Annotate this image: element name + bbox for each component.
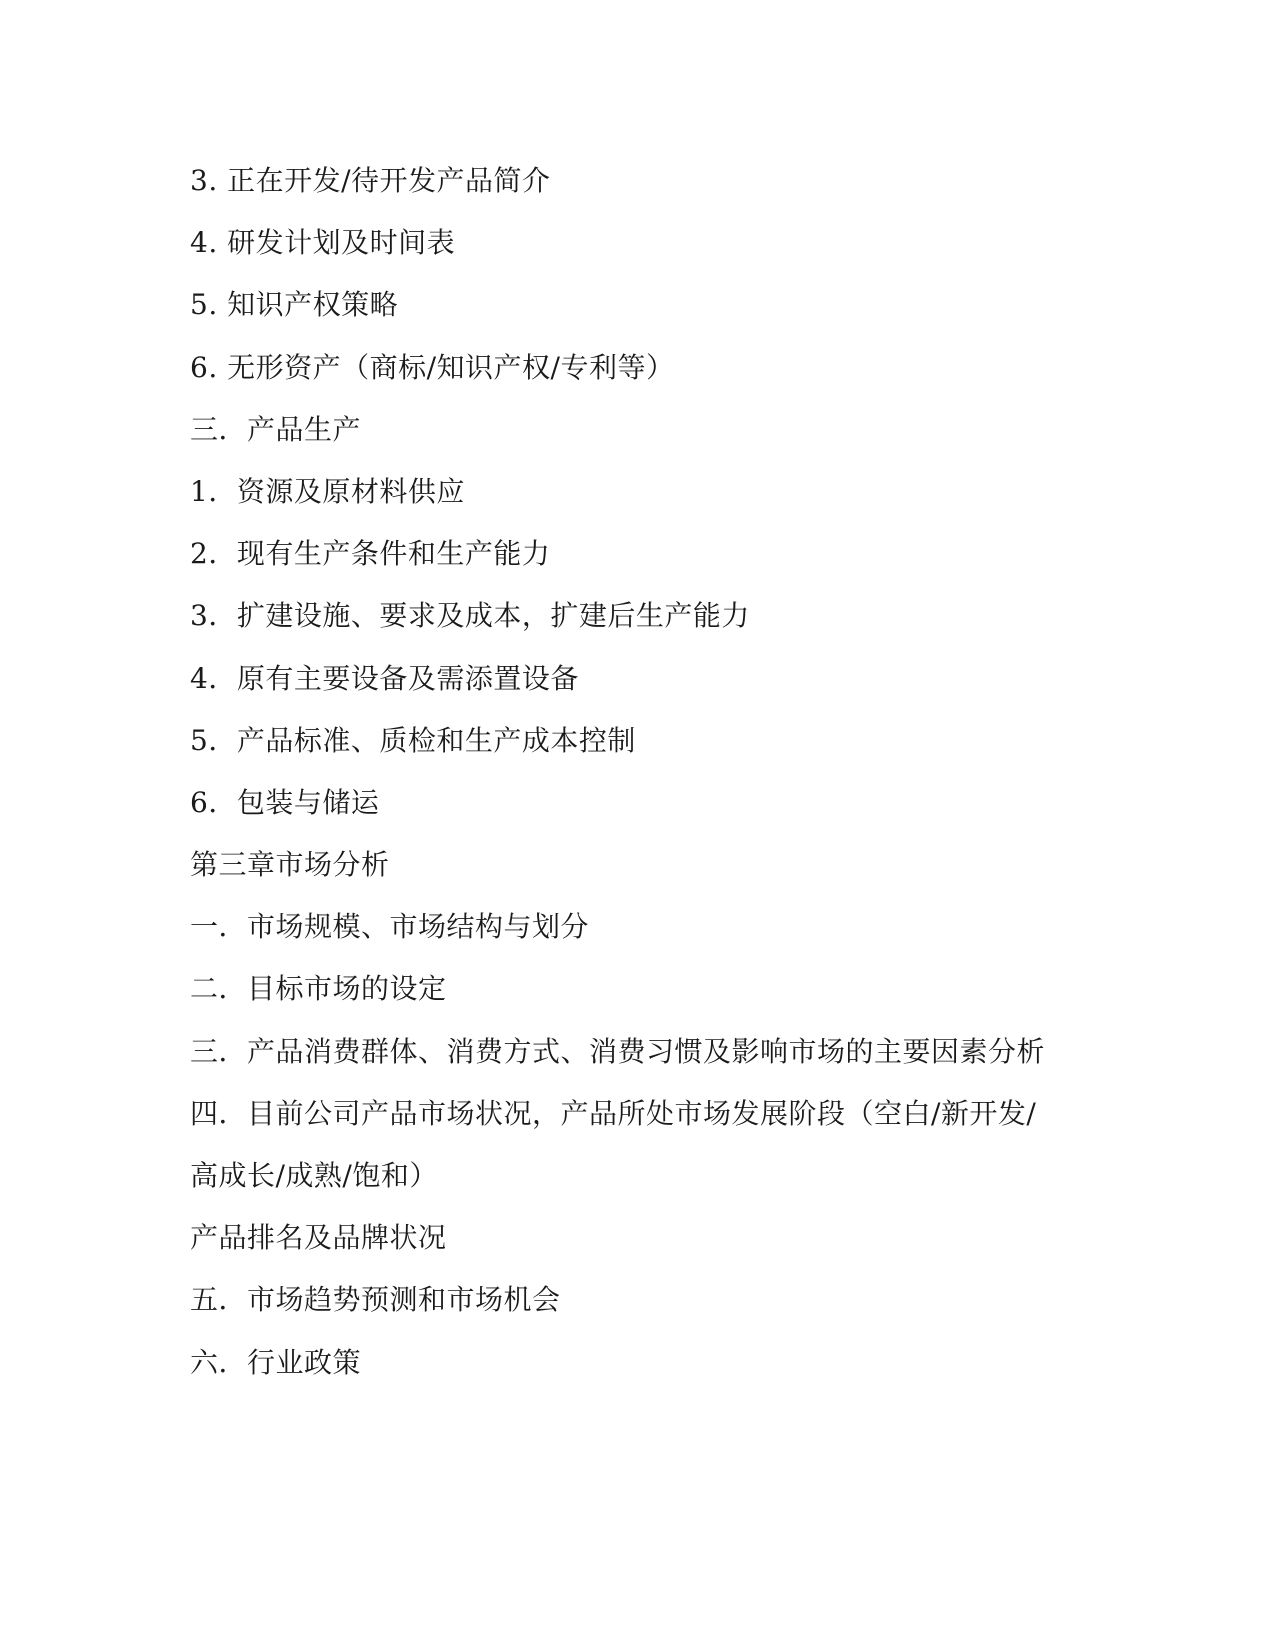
section-heading-consumer-analysis: 三．产品消费群体、消费方式、消费习惯及影响市场的主要因素分析 xyxy=(190,1034,1046,1068)
list-item-product-intro: 3. 正在开发/待开发产品简介 xyxy=(190,164,551,197)
section-heading-production: 三．产品生产 xyxy=(190,412,362,446)
chapter-heading-market-analysis: 第三章市场分析 xyxy=(190,848,390,882)
list-item-resources-supply: 1．资源及原材料供应 xyxy=(190,474,465,508)
list-item-equipment: 4．原有主要设备及需添置设备 xyxy=(190,661,579,695)
section-heading-market-trends: 五．市场趋势预测和市场机会 xyxy=(190,1283,561,1317)
list-item-expansion: 3．扩建设施、要求及成本，扩建后生产能力 xyxy=(190,599,750,633)
paragraph-ranking-brand: 产品排名及品牌状况 xyxy=(190,1221,447,1255)
document-body xyxy=(190,150,1090,1394)
list-item-ip-strategy: 5. 知识产权策略 xyxy=(190,288,399,322)
section-heading-market-status-cont: 高成长/成熟/饱和） xyxy=(190,1159,438,1192)
list-item-rd-plan: 4. 研发计划及时间表 xyxy=(190,226,456,260)
list-item-quality-control: 5．产品标准、质检和生产成本控制 xyxy=(190,723,636,757)
section-heading-target-market: 二．目标市场的设定 xyxy=(190,972,447,1006)
list-item-intangible-assets: 6. 无形资产（商标/知识产权/专利等） xyxy=(190,350,675,384)
list-item-production-capacity: 2．现有生产条件和生产能力 xyxy=(190,537,551,571)
section-heading-industry-policy: 六．行业政策 xyxy=(190,1345,362,1379)
section-heading-market-scale: 一．市场规模、市场结构与划分 xyxy=(190,910,590,944)
list-item-packaging: 6．包装与储运 xyxy=(190,785,380,819)
section-heading-market-status: 四．目前公司产品市场状况，产品所处市场发展阶段（空白/新开发/ xyxy=(190,1096,1037,1130)
